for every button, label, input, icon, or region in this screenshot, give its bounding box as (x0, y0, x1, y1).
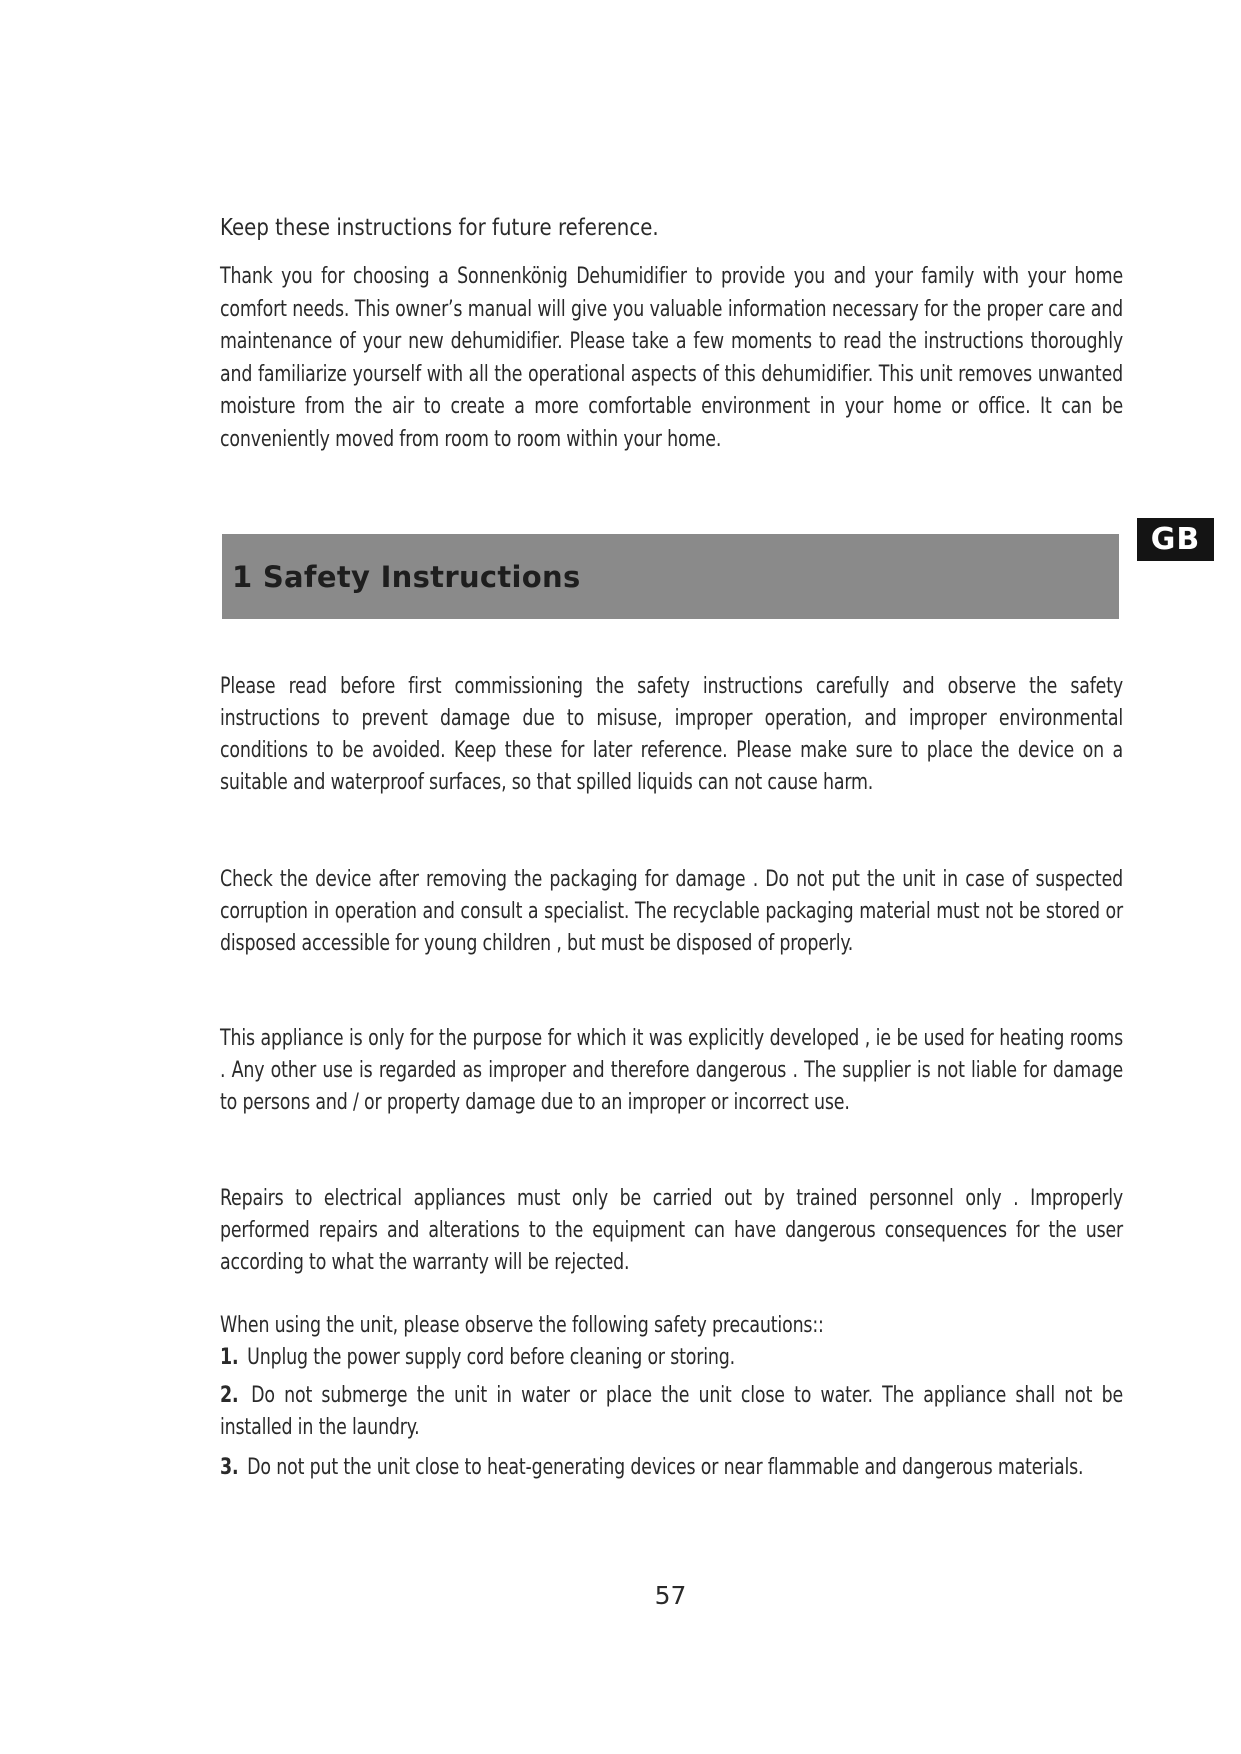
language-tab-gb: GB (1137, 518, 1214, 561)
precaution-item-3 (220, 1451, 1123, 1483)
section-title: 1 Safety Instructions (232, 560, 581, 594)
precaution-text-2: Do not submerge the unit in water or place the unit close to water. The appliance shall not be installed in the laundry. (220, 1382, 1124, 1440)
precaution-text-1: Unplug the power supply cord before cleaning or storing. (247, 1344, 736, 1370)
safety-paragraph-3 (220, 1022, 1123, 1118)
precaution-number-1: 1. (220, 1344, 239, 1370)
safety-paragraph-4 (220, 1182, 1123, 1278)
intro-paragraph (220, 260, 1123, 455)
safety-paragraph-1 (220, 670, 1123, 798)
page-number: 57 (654, 1581, 687, 1610)
safety-paragraph-1-text: Please read before first commissioning the safety instructions carefully and observe the safety instructions to prevent damage due to misuse, improper operation, and improper environmental conditions to be avoided. Keep these for later reference. Please make sure to place the device on a suitable and waterproof surfaces, so that spilled liquids can not cause harm. (220, 673, 1123, 795)
intro-paragraph-text: Thank you for choosing a Sonnenkönig Dehumidifier to provide you and your family with your home comfort needs. This owner’s manual will give you valuable information necessary for the proper care and maintenance of your new dehumidifier. Please take a few moments to read the instructions thoroughly and familiarize yourself with all the operational aspects of this dehumidifier. This unit removes unwanted moisture from the air to create a more comfortable environment in your home or office. It can be conveniently moved from room to room within your home. (220, 263, 1123, 452)
precautions-list (220, 1309, 1123, 1483)
precaution-item-1 (220, 1341, 1123, 1373)
safety-paragraph-2-text: Check the device after removing the packaging for damage . Do not put the unit in case of suspected corruption in operation and consult a specialist. The recyclable packaging material must not be stored or disposed accessible for young children , but must be disposed of properly. (220, 866, 1123, 956)
safety-paragraph-4-text: Repairs to electrical appliances must only be carried out by trained personnel only . Improperly performed repairs and alterations to the equipment can have dangerous consequences for the user according to what the warranty will be rejected. (220, 1185, 1123, 1275)
precaution-item-2 (220, 1379, 1123, 1443)
keep-instructions-line (220, 212, 920, 244)
section-header-bar (222, 534, 1119, 619)
keep-instructions-text: Keep these instructions for future reference. (220, 215, 659, 241)
precaution-number-2: 2. (220, 1382, 239, 1408)
safety-paragraph-3-text: This appliance is only for the purpose for which it was explicitly developed , ie be used for heating rooms . Any other use is regarded as improper and therefore dangerous . The supplier is not liable for damage to persons and / or property damage due to an improper or incorrect use. (220, 1025, 1123, 1115)
precautions-intro: When using the unit, please observe the following safety precautions:: (220, 1312, 824, 1338)
safety-paragraph-2 (220, 863, 1123, 959)
precaution-number-3: 3. (220, 1454, 239, 1480)
precaution-text-3: Do not put the unit close to heat-generating devices or near flammable and dangerous materials. (247, 1454, 1084, 1480)
